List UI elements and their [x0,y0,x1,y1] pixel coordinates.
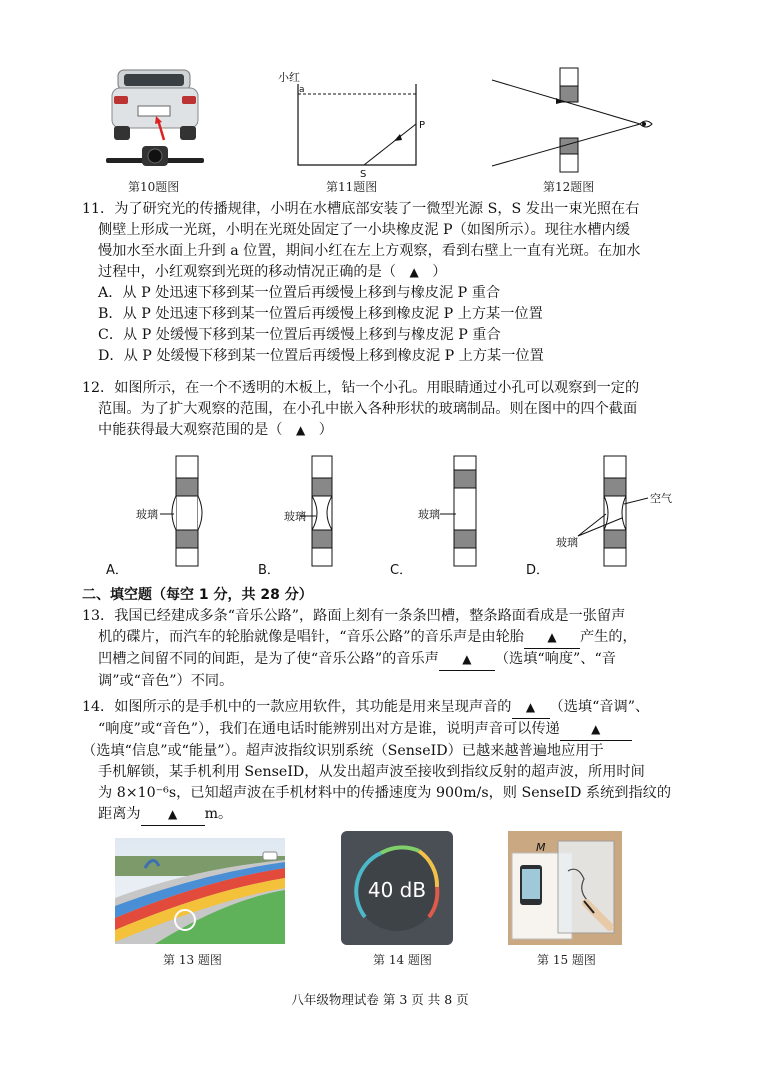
q12-line-3: 中能获得最大观察范围的是（ ▲ ） [98,422,333,438]
q11-option-a: A．从 P 处迅速下移到某一位置后再缓慢上移到与橡皮泥 P 重合 [98,285,501,301]
answer-marker: ▲ [409,265,419,279]
caption-figure-15: 第 15 题图 [537,953,596,967]
answer-blank: ▲ [524,627,580,649]
option-b-letter: B． [258,563,280,578]
label-level-a: a [299,85,305,95]
figure-11-water-tank [278,70,428,180]
caption-figure-11: 第11题图 [326,180,378,194]
glass-label: 玻璃 [556,536,578,549]
q12-line-1: 12．如图所示，在一个不透明的木板上，钻一个小孔。用眼睛通过小孔可以观察到一定的 [82,380,640,396]
q12-line-2: 范围。为了扩大观察的范围，在小孔中嵌入各种形状的玻璃制品。则在图中的四个截面 [98,401,638,417]
q13-line-2: 机的碟片，而汽车的轮胎就像是唱针，“音乐公路”的音乐声是由轮胎 ▲ 产生的， [82,627,682,649]
option-c-letter: C． [390,563,413,578]
q14-line-1: 14．如图所示的是手机中的一款应用软件，其功能是用来呈现声音的 ▲ （选填“音调”、 [82,697,682,719]
figure-10-car-camera [100,62,210,174]
glass-label: 玻璃 [284,510,306,523]
figure-12-options [100,452,700,580]
option-d-letter: D． [526,563,550,578]
figure-12-hole-view [490,66,670,178]
option-a-figure [106,456,202,578]
q13-line-1: 13．我国已经建成多条“音乐公路”，路面上刻有一条条凹槽，整条路面看成是一张留声 [82,608,626,624]
option-c-figure [390,456,476,578]
figure-15-phone-drawing [508,831,622,945]
option-a-letter: A． [106,563,128,578]
q14-line-6: 距离为 ▲ m。 [82,804,682,826]
section-title: 二、填空题（每空 1 分，共 28 分） [82,587,313,603]
q14-line-2: “响度”或“音色”），我们在通电话时能辨别出对方是谁，说明声音可以传递 ▲ [82,719,682,741]
q14-line-4: 手机解锁，某手机利用 SenseID，从发出超声波至接收到指纹反射的超声波，所用时间 [98,764,645,780]
question-12 [82,378,682,441]
q11-line-3: 慢加水至水面上升到 a 位置，期间小红在左上方观察，看到右壁上一直有光斑。在加水 [98,243,641,259]
answer-blank: ▲ [512,697,550,719]
caption-figure-12: 第12题图 [543,180,595,194]
caption-figure-14: 第 14 题图 [373,953,432,967]
figure-14-decibel-meter [341,831,453,945]
answer-blank: ▲ [439,649,495,671]
label-s: S [360,169,367,180]
label-p: P [419,120,426,131]
q11-line-2: 侧壁上形成一光斑，小明在光斑处固定了一小块橡皮泥 P（如图所示）。现往水槽内缓 [98,222,630,238]
q11-option-c: C．从 P 处缓慢下移到某一位置后再缓慢上移到与橡皮泥 P 重合 [98,327,501,343]
question-11 [82,199,682,367]
figure-13-music-road [115,838,285,944]
answer-blank: ▲ [560,719,632,741]
meter-reading: 40 dB [367,878,427,902]
label-xiaohong: 小红 [278,71,300,84]
q11-option-d: D．从 P 处缓慢下移到某一位置后再缓慢上移到橡皮泥 P 上方某一位置 [98,348,544,364]
caption-figure-10: 第10题图 [128,180,180,194]
q11-option-b: B．从 P 处迅速下移到某一位置后再缓慢上移到橡皮泥 P 上方某一位置 [98,306,543,322]
page-footer: 八年级物理试卷 第 3 页 共 8 页 [291,992,469,1007]
q14-line-5: 为 8×10⁻⁶s，已知超声波在手机材料中的传播速度为 900m/s，则 SenseID 系统到指纹的 [98,785,672,801]
glass-label: 玻璃 [418,508,440,521]
label-m: M [536,841,546,854]
q11-line-4: 过程中，小红观察到光斑的移动情况正确的是（ ▲ ） [98,264,447,280]
question-14 [82,697,682,826]
answer-marker: ▲ [295,423,306,437]
air-label: 空气 [650,492,672,505]
question-13 [82,606,682,692]
q13-line-4: 调”或“音色”）不同。 [98,673,234,689]
option-b-figure [258,456,332,578]
q13-line-3: 凹槽之间留不同的间距，是为了使“音乐公路”的音乐声 ▲ （选填“响度”、“音 [82,649,682,671]
caption-figure-13: 第 13 题图 [163,953,222,967]
answer-blank: ▲ [141,804,205,826]
option-d-figure [526,456,672,578]
glass-label: 玻璃 [136,508,158,521]
q11-line-1: 11．为了研究光的传播规律，小明在水槽底部安装了一微型光源 S，S 发出一束光照在右 [82,201,640,217]
q14-line-3: （选填“信息”或“能量”）。超声波指纹识别系统（SenseID）已越来越普遍地应用于 [82,743,604,759]
